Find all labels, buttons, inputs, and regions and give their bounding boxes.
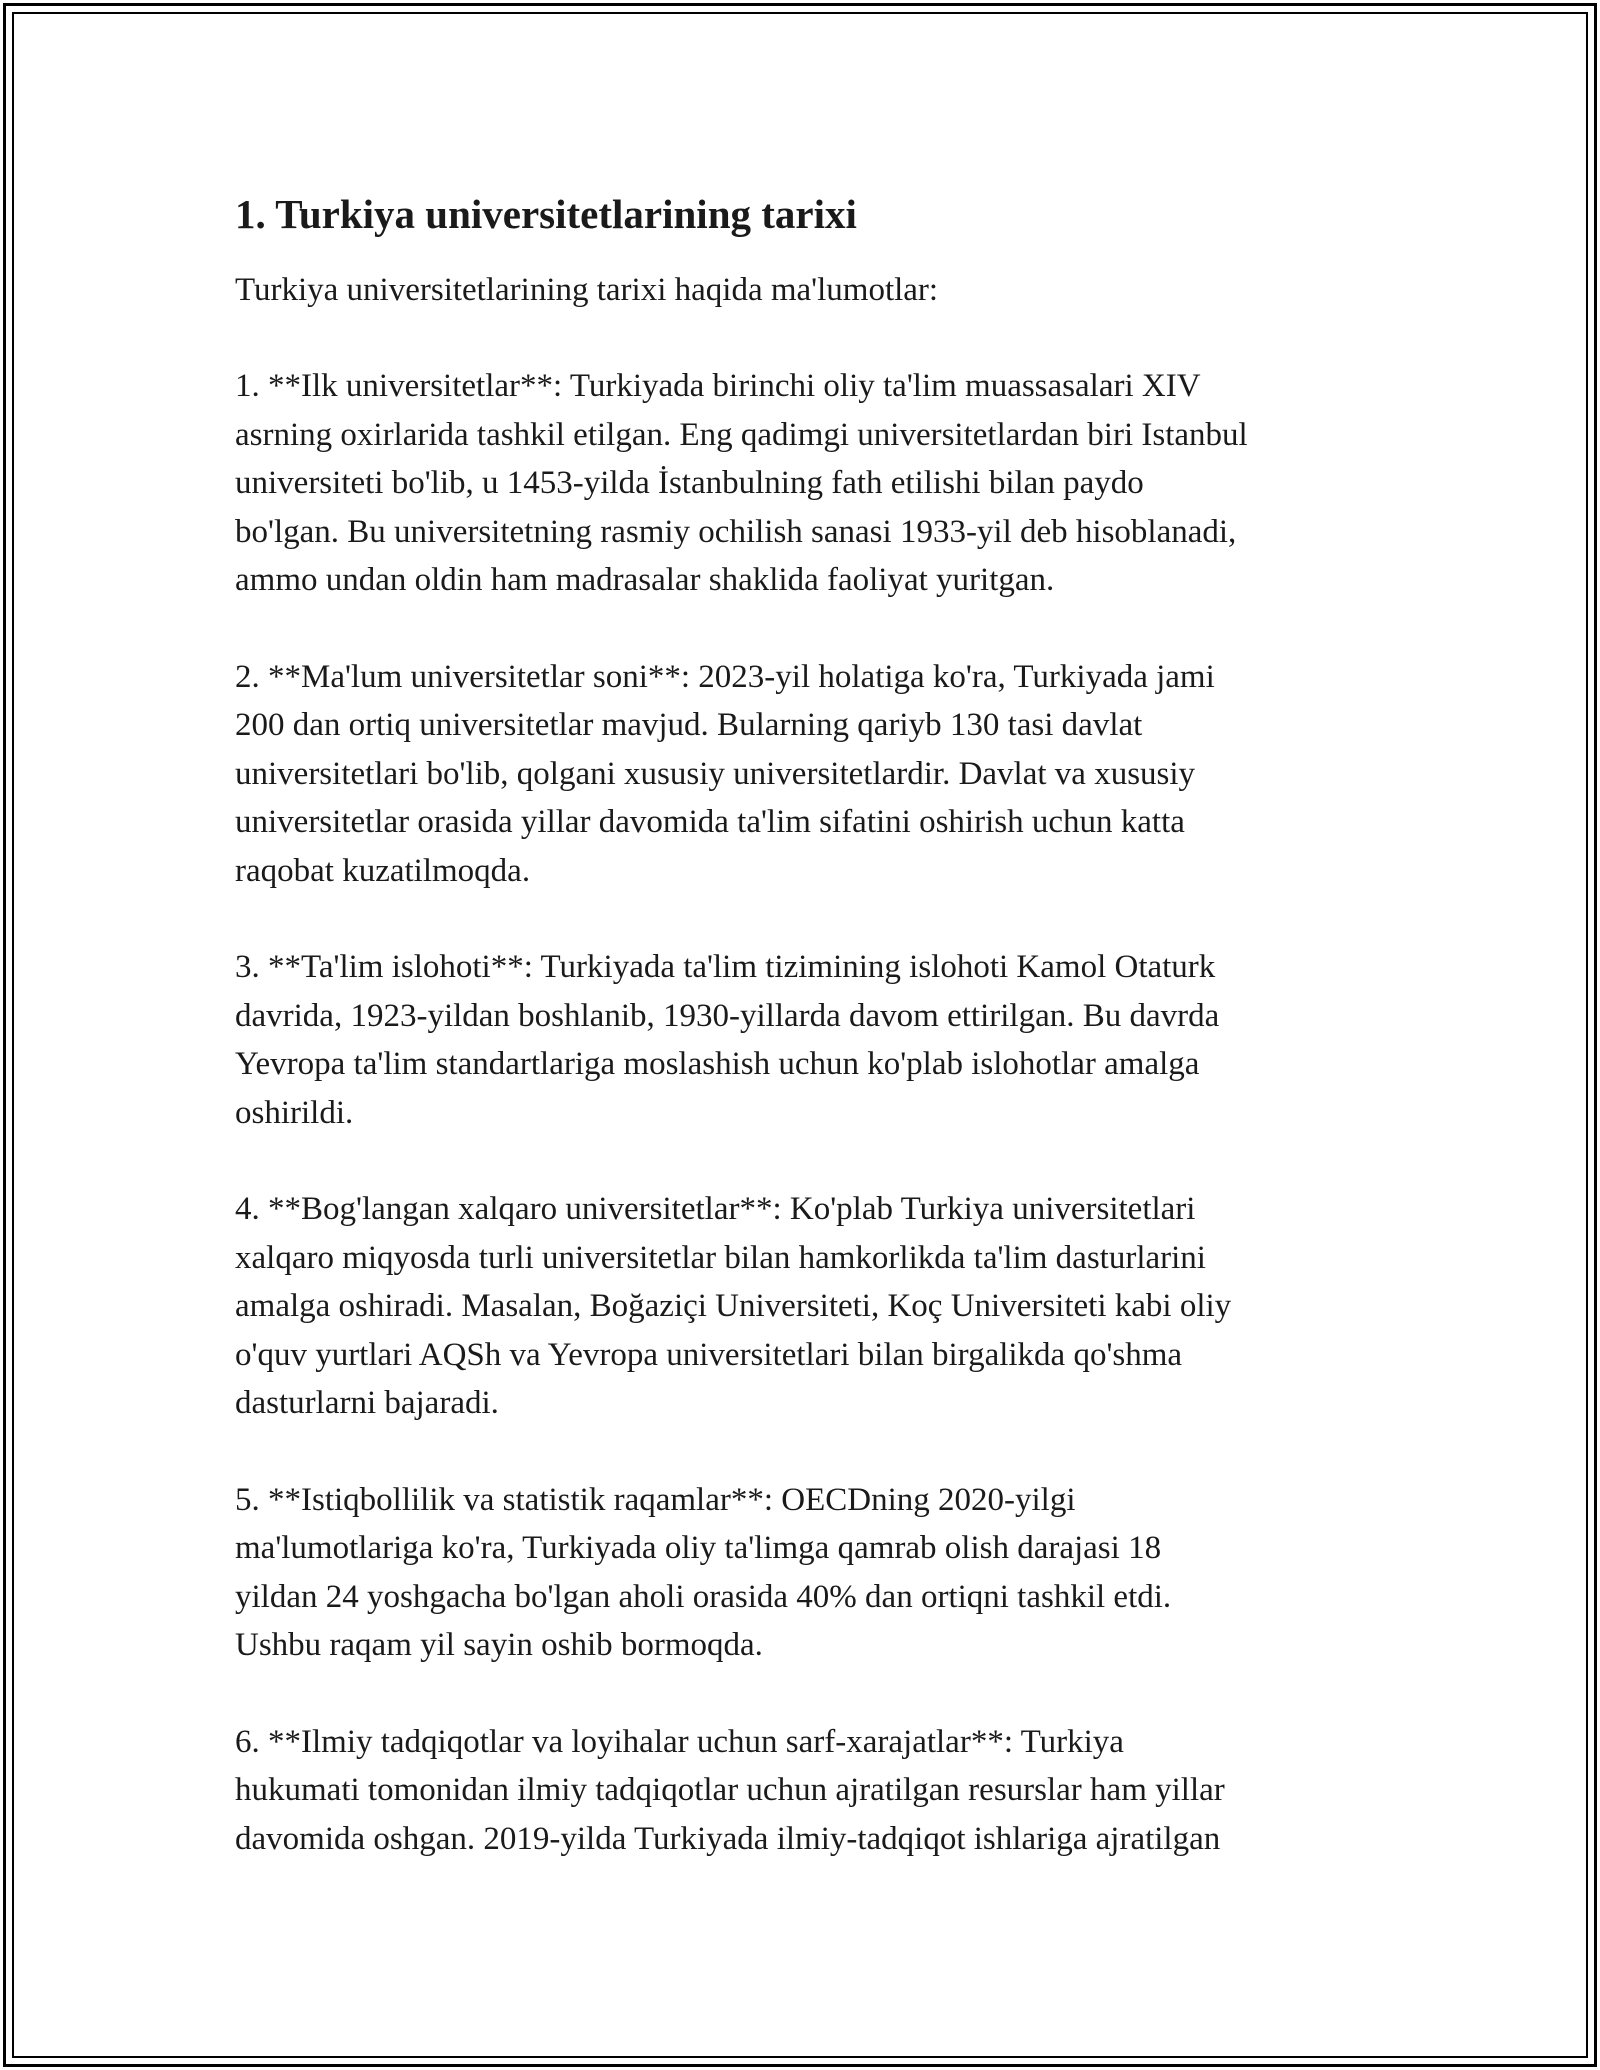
paragraph-line: 4. **Bog'langan xalqaro universitetlar**: Ko'plab Turkiya universitetlari bbox=[235, 1191, 1196, 1227]
paragraph-1 bbox=[235, 362, 1375, 605]
paragraph-line: xalqaro miqyosda turli universitetlar bilan hamkorlikda ta'lim dasturlarini bbox=[235, 1239, 1206, 1276]
paragraph-line: 5. **Istiqbollilik va statistik raqamlar**: OECDning 2020-yilgi bbox=[235, 1481, 1076, 1518]
paragraph-line: davrida, 1923-yildan boshlanib, 1930-yillarda davom ettirilgan. Bu davrda bbox=[235, 997, 1220, 1034]
paragraph-line: dasturlarni bajaradi. bbox=[235, 1385, 499, 1421]
paragraph-line: 200 dan ortiq universitetlar mavjud. Bularning qariyb 130 tasi davlat bbox=[235, 707, 1143, 743]
paragraph-line: ma'lumotlariga ko'ra, Turkiyada oliy ta'limga qamrab olish darajasi 18 bbox=[235, 1530, 1162, 1566]
paragraph-line: ammo undan oldin ham madrasalar shaklida faoliyat yuritgan. bbox=[235, 562, 1055, 598]
paragraph-line: oshirildi. bbox=[235, 1094, 354, 1131]
paragraph-line: 3. **Ta'lim islohoti**: Turkiyada ta'lim tizimining islohoti Kamol Otaturk bbox=[235, 949, 1216, 985]
intro-text: Turkiya universitetlarining tarixi haqida ma'lumotlar: bbox=[235, 272, 939, 308]
page-title: 1. Turkiya universitetlarining tarixi bbox=[235, 191, 857, 237]
paragraph-line: universitetlar orasida yillar davomida ta'lim sifatini oshirish uchun katta bbox=[235, 804, 1185, 840]
paragraph-line: davomida oshgan. 2019-yilda Turkiyada ilmiy-tadqiqot ishlariga ajratilgan bbox=[235, 1820, 1221, 1857]
paragraph-line: amalga oshiradi. Masalan, Boğaziçi Universiteti, Koç Universiteti kabi oliy bbox=[235, 1288, 1232, 1324]
paragraph-line: 1. **Ilk universitetlar**: Turkiyada birinchi oliy ta'lim muassasalari XIV bbox=[235, 368, 1201, 404]
paragraph-line: universiteti bo'lib, u 1453-yilda İstanbulning fath etilishi bilan paydo bbox=[235, 465, 1144, 501]
paragraph-line: Yevropa ta'lim standartlariga moslashish uchun ko'plab islohotlar amalga bbox=[235, 1046, 1200, 1082]
paragraph-line: raqobat kuzatilmoqda. bbox=[235, 852, 531, 889]
paragraph-line: 2. **Ma'lum universitetlar soni**: 2023-yil holatiga ko'ra, Turkiyada jami bbox=[235, 658, 1215, 695]
paragraph-line: o'quv yurtlari AQSh va Yevropa universitetlari bilan birgalikda qo'shma bbox=[235, 1336, 1183, 1373]
paragraph-3 bbox=[235, 943, 1375, 1137]
paragraph-2 bbox=[235, 653, 1375, 896]
paragraph-line: hukumati tomonidan ilmiy tadqiqotlar uchun ajratilgan resurslar ham yillar bbox=[235, 1772, 1225, 1808]
document-body bbox=[235, 186, 1375, 1911]
paragraph-line: Ushbu raqam yil sayin oshib bormoqda. bbox=[235, 1627, 763, 1663]
paragraph-line: asrning oxirlarida tashkil etilgan. Eng qadimgi universitetlardan biri Istanbul bbox=[235, 416, 1248, 453]
paragraph-line: 6. **Ilmiy tadqiqotlar va loyihalar uchun sarf-xarajatlar**: Turkiya bbox=[235, 1723, 1124, 1760]
paragraph-6 bbox=[235, 1718, 1375, 1864]
paragraph-line: bo'lgan. Bu universitetning rasmiy ochilish sanasi 1933-yil deb hisoblanadi, bbox=[235, 513, 1237, 550]
paragraph-line: yildan 24 yoshgacha bo'lgan aholi orasida 40% dan ortiqni tashkil etdi. bbox=[235, 1578, 1172, 1615]
paragraph-line: universitetlari bo'lib, qolgani xususiy universitetlardir. Davlat va xususiy bbox=[235, 755, 1196, 792]
paragraph-5 bbox=[235, 1476, 1375, 1670]
paragraph-4 bbox=[235, 1185, 1375, 1428]
